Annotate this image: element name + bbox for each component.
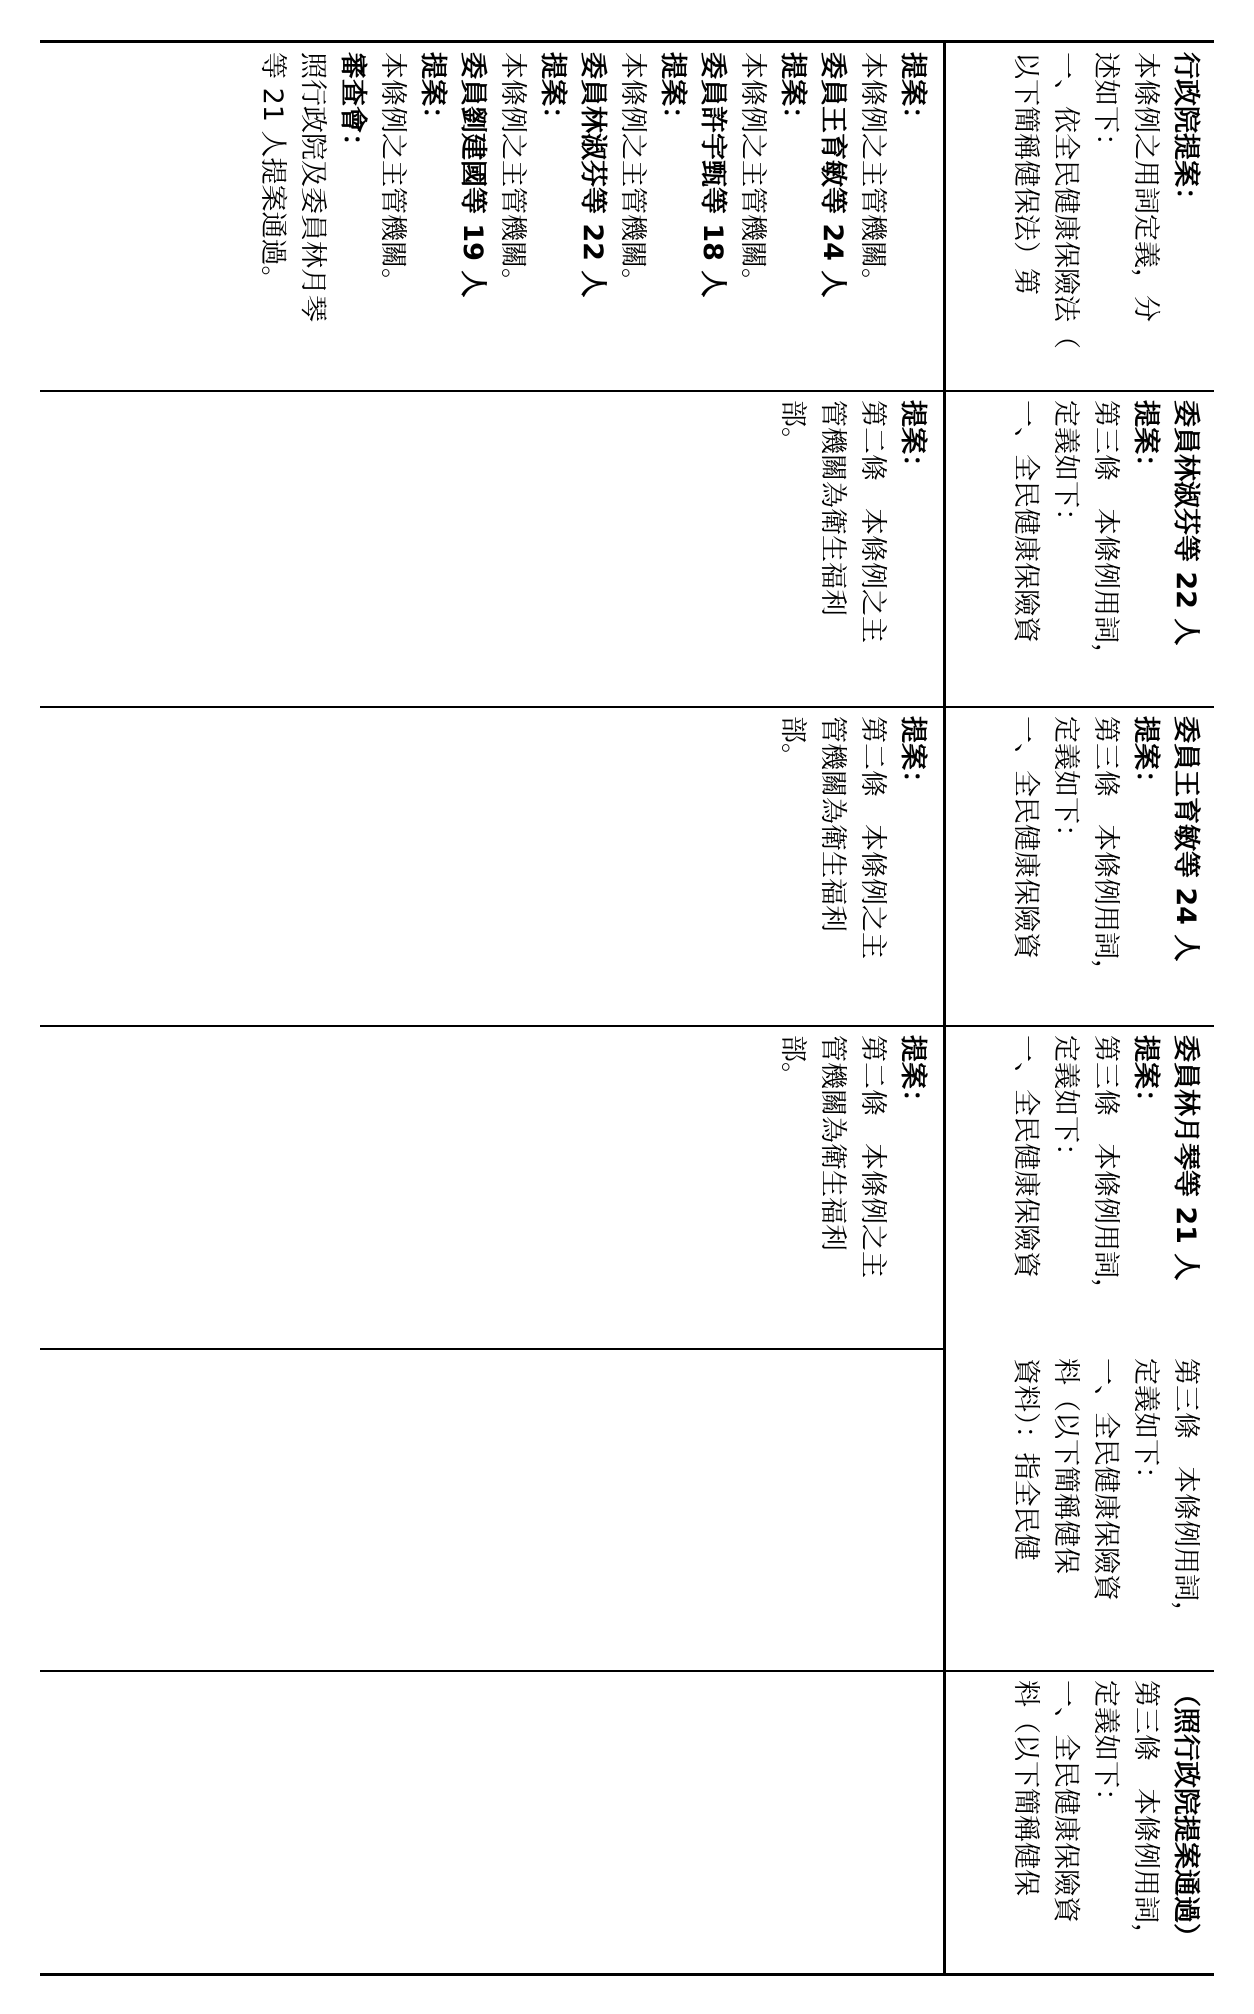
cell-text-line: 一、全民健康保險資 — [1050, 1680, 1081, 1923]
cell-text-line: 定義如下： — [1050, 400, 1081, 535]
cell-r2c6-cell — [955, 1680, 1205, 1965]
cell-text-line: 定義如下： — [1130, 1358, 1161, 1493]
cell-text-line: 第二條 本條例之主 — [857, 1035, 888, 1278]
cell-r1c3-cell — [52, 716, 932, 1016]
cell-text-line: 以下簡稱健保法）第 — [1010, 52, 1041, 295]
cell-text-line: 提案： — [897, 52, 928, 133]
cell-text-line: 審查會： — [337, 52, 368, 160]
cell-text-line: 一、全民健康保險資 — [1010, 400, 1041, 643]
cell-text-line: 本條例之主管機關。 — [377, 52, 408, 295]
cell-text-line: 第二條 本條例之主 — [857, 400, 888, 643]
cell-text-line: 提案： — [417, 52, 448, 133]
cell-text-line: 管機關為衛生福利 — [817, 716, 848, 932]
cell-text-line: 提案： — [537, 52, 568, 133]
outer-top-rule — [40, 40, 1214, 43]
cell-text-line: 定義如下： — [1090, 1680, 1121, 1815]
cell-text-line: 提案： — [897, 1035, 928, 1116]
cell-text-line: 部。 — [777, 1035, 808, 1089]
cell-text-line: 一、全民健康保險資 — [1090, 1358, 1121, 1601]
cell-text-line: 提案： — [1130, 1035, 1161, 1116]
outer-bottom-rule — [40, 1973, 1214, 1976]
cell-text-line: 第三條 本條例用詞， — [1090, 400, 1121, 670]
cell-text-line: 料（以下簡稱健保 — [1050, 1358, 1081, 1574]
cell-text-line: 本條例之主管機關。 — [617, 52, 648, 295]
cell-text-line: 委員林月琴等 21 人 — [1170, 1035, 1201, 1281]
cell-text-line: 第三條 本條例用詞， — [1170, 1358, 1201, 1628]
cell-text-line: 一、全民健康保險資 — [1010, 1035, 1041, 1278]
cell-r1c4-cell — [52, 1035, 932, 1340]
cell-text-line: 定義如下： — [1050, 1035, 1081, 1170]
cell-text-line: 本條例之主管機關。 — [737, 52, 768, 295]
cell-text-line: 料（以下簡稱健保 — [1010, 1680, 1041, 1896]
cell-text-line: 本條例之用詞定義，分 — [1130, 52, 1161, 322]
cell-text-line: 委員林淑芬等 22 人 — [577, 52, 608, 298]
cell-text-line: 述如下： — [1090, 52, 1121, 160]
cell-text-line: 本條例之主管機關。 — [857, 52, 888, 295]
cell-text-line: 本條例之主管機關。 — [497, 52, 528, 295]
cell-text-line: 第二條 本條例之主 — [857, 716, 888, 959]
cell-text-line: 委員劉建國等 19 人 — [457, 52, 488, 298]
cell-text-line: 委員王育敏等 24 人 — [1170, 716, 1201, 962]
cell-r2c4-cell — [955, 1035, 1205, 1340]
cell-text-line: 提案： — [777, 52, 808, 133]
cell-text-line: 第三條 本條例用詞， — [1130, 1680, 1161, 1950]
col-divider-4 — [40, 1348, 944, 1350]
cell-text-line: 行政院提案： — [1170, 52, 1201, 214]
col-divider-1 — [40, 390, 1214, 392]
cell-r2c5-cell — [955, 1358, 1205, 1663]
cell-text-line: 提案： — [1130, 716, 1161, 797]
row-divider — [943, 42, 946, 1974]
cell-text-line: 提案： — [897, 716, 928, 797]
cell-text-line: 部。 — [777, 400, 808, 454]
cell-text-line: 第三條 本條例用詞， — [1090, 716, 1121, 986]
cell-text-line: 第三條 本條例用詞， — [1090, 1035, 1121, 1305]
cell-text-line: 定義如下： — [1050, 716, 1081, 851]
col-divider-5 — [40, 1670, 1214, 1672]
cell-text-line: 照行政院及委員林月琴 — [297, 52, 328, 322]
cell-text-line: 等 21 人提案通過。 — [257, 52, 288, 293]
col-divider-2 — [40, 706, 1214, 708]
cell-text-line: 委員林淑芬等 22 人 — [1170, 400, 1201, 646]
cell-text-line: 提案： — [897, 400, 928, 481]
cell-text-line: 提案： — [1130, 400, 1161, 481]
cell-text-line: 部。 — [777, 716, 808, 770]
cell-r2c3-cell — [955, 716, 1205, 1016]
cell-r2c2-cell — [955, 400, 1205, 700]
cell-text-line: 委員許宇甄等 18 人 — [697, 52, 728, 298]
cell-text-line: （照行政院提案通過） — [1170, 1680, 1201, 1950]
cell-text-line: 一、依全民健康保險法（ — [1050, 52, 1081, 349]
cell-r1c1-cell — [52, 52, 932, 382]
cell-text-line: 資料）：指全民健 — [1010, 1358, 1041, 1561]
cell-text-line: 一、全民健康保險資 — [1010, 716, 1041, 959]
cell-r1c2-cell — [52, 400, 932, 700]
cell-r2c1-cell — [955, 52, 1205, 382]
cell-text-line: 委員王育敏等 24 人 — [817, 52, 848, 298]
col-divider-3 — [40, 1025, 1214, 1027]
cell-text-line: 管機關為衛生福利 — [817, 400, 848, 616]
cell-text-line: 管機關為衛生福利 — [817, 1035, 848, 1251]
cell-text-line: 提案： — [657, 52, 688, 133]
